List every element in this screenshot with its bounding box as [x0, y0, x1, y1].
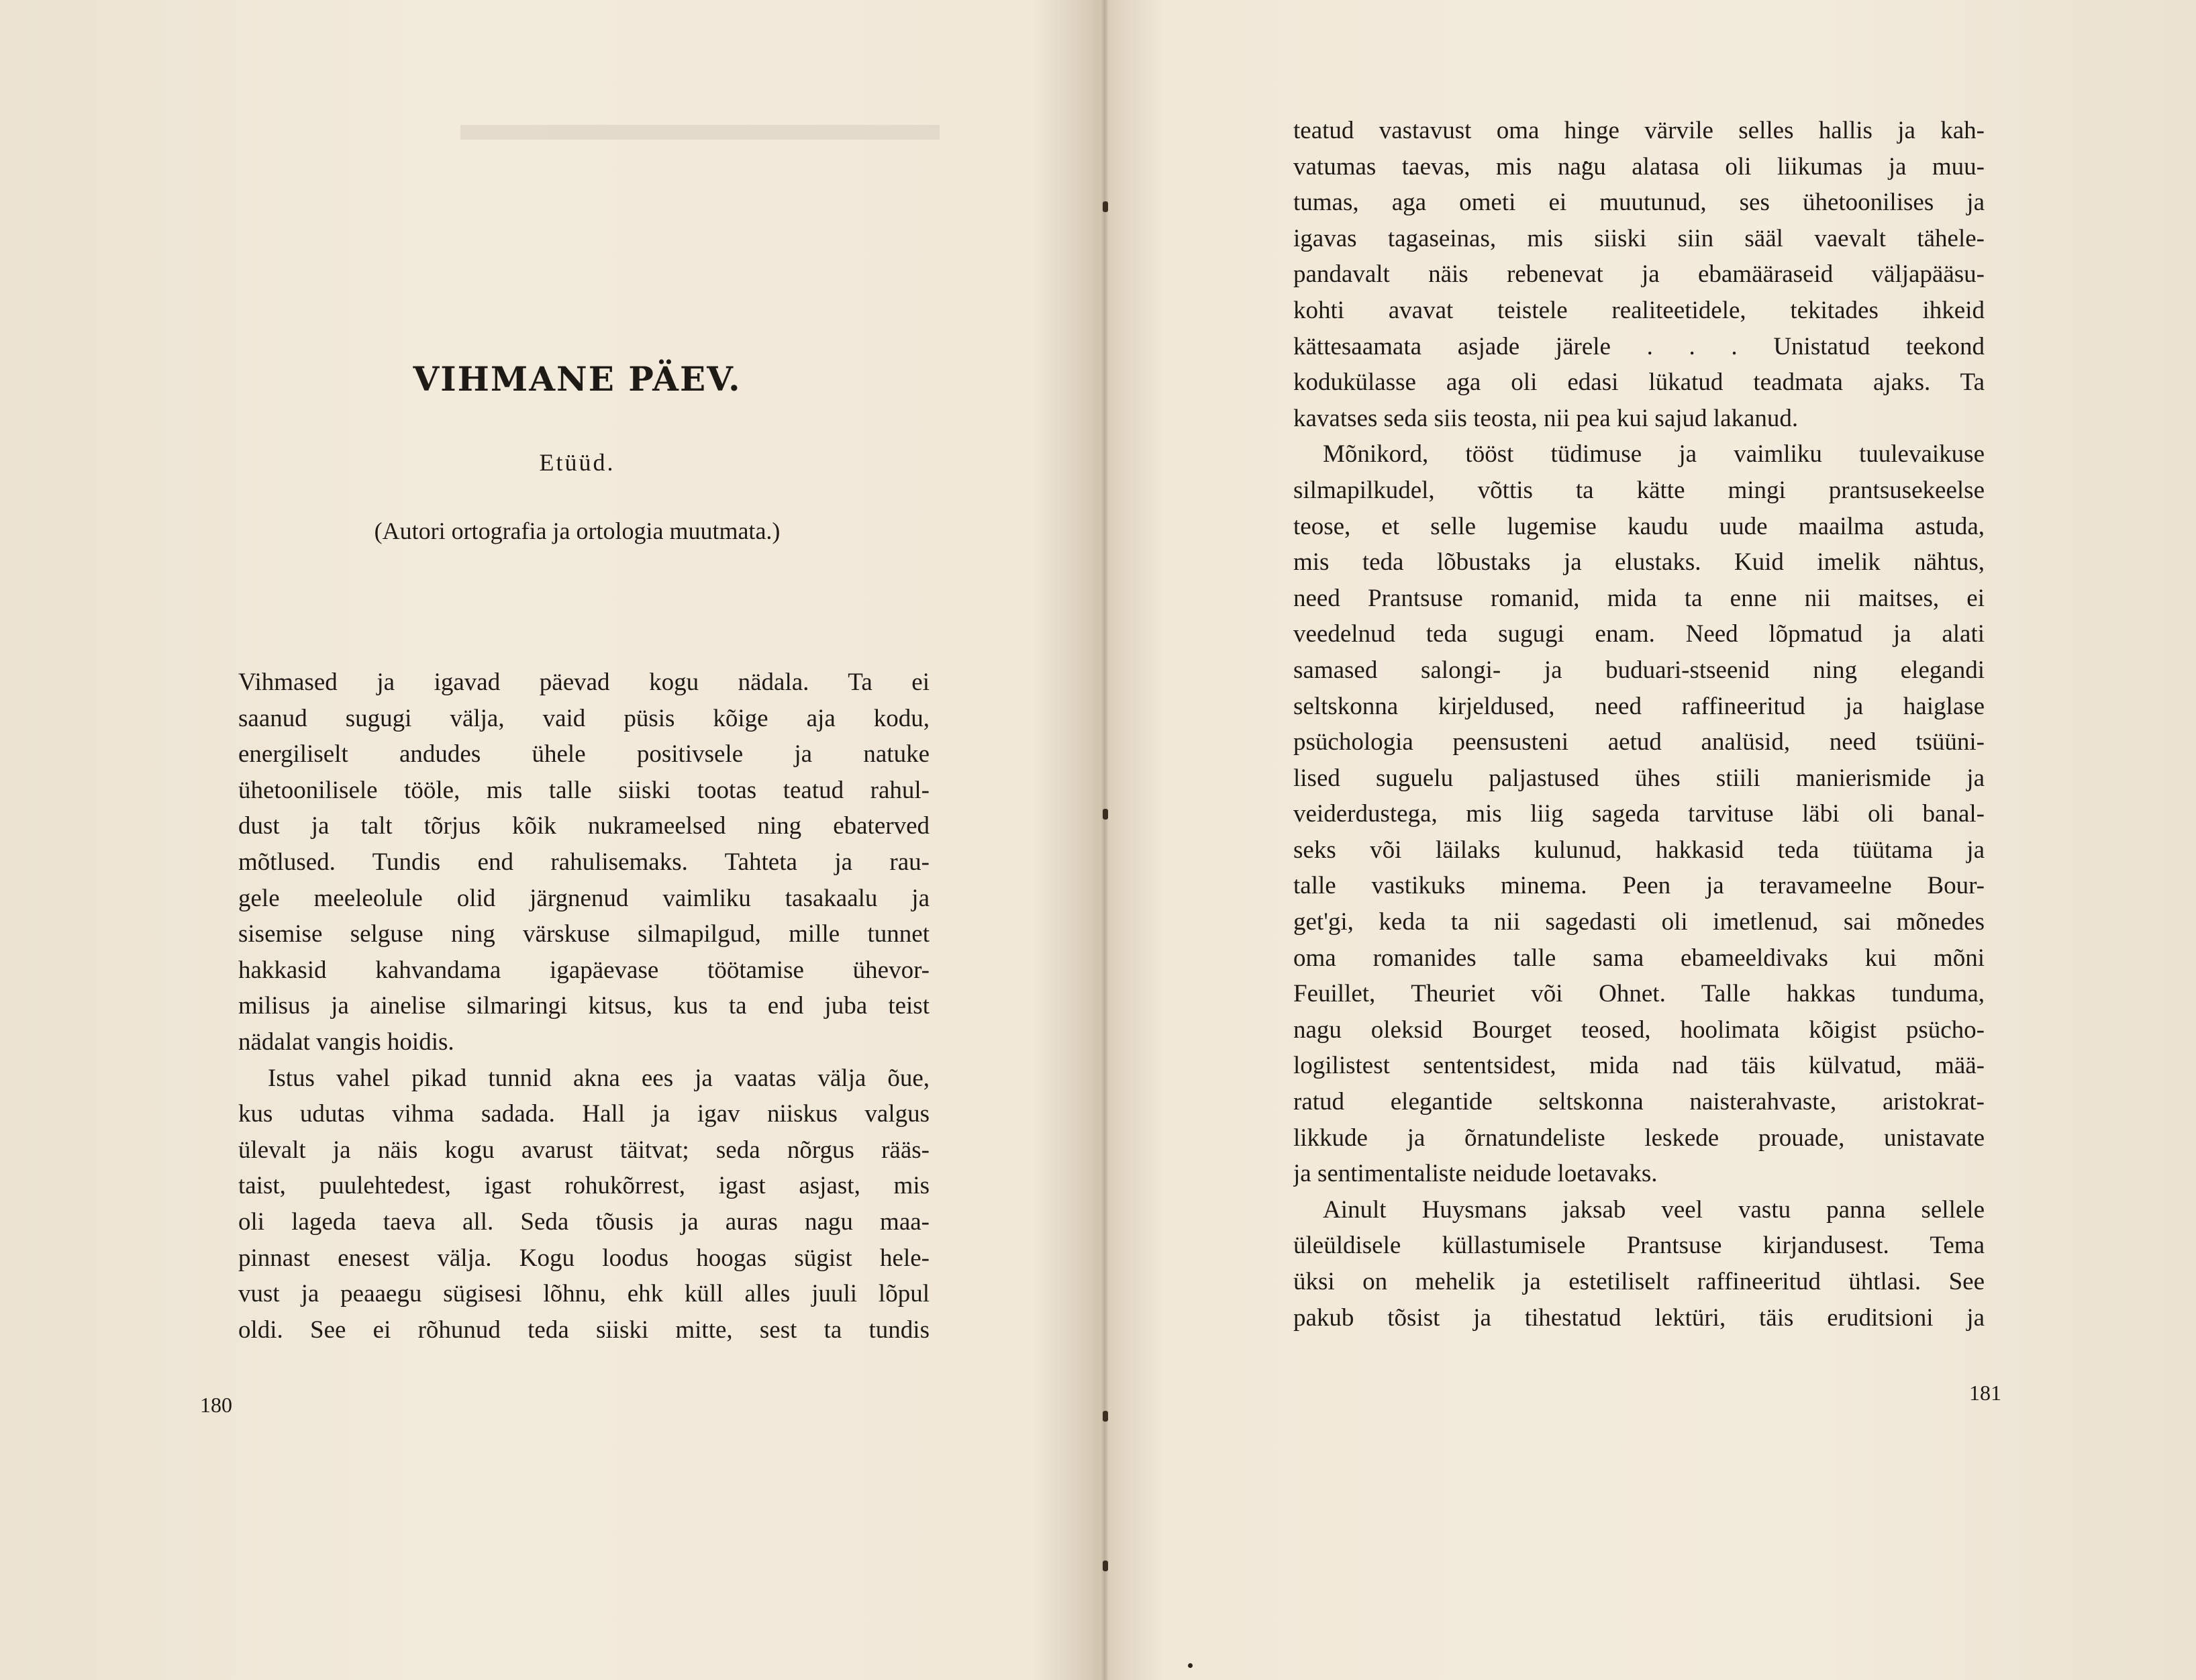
text-line: get'gi, keda ta nii sagedasti oli imetlenud, sai mõnedes [1293, 908, 1985, 936]
chapter-subtitle: Etüüd. [539, 449, 615, 476]
paragraph [1293, 113, 1985, 436]
text-line: sisemise selguse ning värskuse silmapilgud, mille tunnet [238, 920, 930, 948]
text-line: Ainult Huysmans jaksab veel vastu panna sellele [1323, 1195, 1985, 1224]
text-line: pinnast enesest välja. Kogu loodus hoogas sügist hele- [238, 1244, 930, 1272]
text-line: kavatses seda siis teosta, nii pea kui sajud lakanud. [1293, 404, 1799, 432]
text-line: teatud vastavust oma hinge värvile selles hallis ja kah- [1293, 117, 1985, 144]
text-line: veiderdustega, mis liig sageda tarvituse läbi oli banal- [1293, 800, 1985, 828]
text-line: mõtlused. Tundis end rahulisemaks. Tahteta ja rau- [238, 848, 930, 876]
text-line: igavas tagaseinas, mis siiski siin sääl vaevalt tähele- [1293, 224, 1985, 252]
paragraph [1293, 1192, 1985, 1336]
text-line: hakkasid kahvandama igapäevase töötamise ühevor- [238, 956, 930, 984]
text-line: talle vastikuks minema. Peen ja teravameelne Bour- [1293, 872, 1985, 900]
text-line: nädalat vangis hoidis. [238, 1028, 454, 1056]
text-line: ja sentimentaliste neidude loetavaks. [1293, 1160, 1658, 1188]
paragraph [238, 1060, 930, 1348]
text-line: silmapilkudel, võttis ta kätte mingi prantsusekeelse [1293, 476, 1985, 504]
text-line: ülevalt ja näis kogu avarust täitvat; seda nõrgus rääs- [238, 1136, 930, 1164]
text-line: Feuillet, Theuriet või Ohnet. Talle hakkas tunduma, [1293, 980, 1985, 1008]
text-line: psüchologia peensusteni aetud analüsid, need tsüüni- [1293, 728, 1985, 756]
text-line: oli lageda taeva all. Seda tõusis ja auras nagu maa- [238, 1207, 930, 1236]
text-line: taist, puulehtedest, igast rohukõrrest, igast asjast, mis [238, 1172, 930, 1200]
text-line: pandavalt näis rebenevat ja ebamääraseid väljapääsu- [1293, 260, 1985, 289]
text-line: ühetoonilisele tööle, mis talle siiski tootas teatud rahul- [238, 776, 930, 804]
text-line: Mõnikord, tööst tüdimuse ja vaimliku tuulevaikuse [1323, 440, 1985, 468]
text-line: üleüldisele küllastumisele Prantsuse kirjandusest. Tema [1293, 1232, 1985, 1260]
text-line: kodukülasse aga oli edasi lükatud teadmata ajaks. Ta [1293, 368, 1985, 397]
text-line: energiliselt andudes ühele positivsele ja natuke [238, 740, 930, 769]
binding-stitch [1103, 1411, 1108, 1422]
text-line: seks või läilaks kulunud, hakkasid teda tüütama ja [1293, 836, 1985, 864]
text-line: veedelnud teda sugugi enam. Need lõpmatud ja alati [1293, 620, 1985, 648]
text-line: lised suguelu paljastused ühes stiili manierismide ja [1293, 764, 1985, 792]
left-body-text [238, 664, 930, 1348]
text-line: üksi on mehelik ja estetiliselt raffineeritud ühtlasi. See [1293, 1268, 1985, 1295]
book-gutter [1101, 0, 1109, 1680]
text-line: Istus vahel pikad tunnid akna ees ja vaatas välja õue, [268, 1064, 930, 1092]
text-line: pakub tõsist ja tihestatud lektüri, täis eruditsioni ja [1293, 1303, 1985, 1332]
text-line: samased salongi- ja buduari-stseenid ning elegandi [1293, 656, 1985, 684]
right-body-text [1293, 113, 1985, 1336]
text-line: ratud elegantide seltskonna naisterahvaste, aristokrat- [1293, 1088, 1985, 1116]
text-line: oldi. See ei rõhunud teda siiski mitte, sest ta tundis [238, 1316, 930, 1344]
binding-stitch [1103, 809, 1108, 820]
editorial-note: (Autori ortografia ja ortologia muutmata.) [374, 517, 781, 544]
text-line: likkude ja õrnatundeliste leskede prouade, unistavate [1293, 1124, 1985, 1152]
text-line: Vihmased ja igavad päevad kogu nädala. Ta ei [238, 669, 930, 696]
text-line: tumas, aga ometi ei muutunud, ses ühetoonilises ja [1293, 189, 1985, 217]
text-line: logilistest sententsidest, mida nad täis külvatud, mää- [1293, 1052, 1985, 1080]
text-line: gele meeleolule olid järgnenud vaimliku tasakaalu ja [238, 884, 930, 912]
text-line: vust ja peaaegu sügisesi lõhnu, ehk küll alles juuli lõpul [238, 1280, 930, 1308]
page-right [1109, 0, 2196, 1680]
paragraph [238, 664, 930, 1060]
binding-stitch [1103, 201, 1108, 212]
show-through-texture: ▀▀▀▀▀▀▀▀▀▀▀▀▀▀▀▀▀▀▀▀▀▀▀▀▀▀▀▀ [460, 126, 940, 152]
page-number: 180 [200, 1393, 232, 1417]
text-line: teose, et selle lugemise kaudu uude maailma astuda, [1293, 512, 1985, 540]
text-line: nagu oleksid Bourget teosed, hoolimata kõigist psücho- [1293, 1016, 1985, 1044]
page-number: 181 [1969, 1381, 2001, 1405]
text-line: dust ja talt tõrjus kõik nukrameelsed ning ebaterved [238, 812, 930, 840]
text-line: need Prantsuse romanid, mida ta enne nii maitses, ei [1293, 584, 1985, 612]
text-line: saanud sugugi välja, vaid püsis kõige aja kodu, [238, 704, 930, 732]
text-line: vatumas taevas, mis nagu alatasa oli liikumas ja muu- [1293, 152, 1985, 181]
text-line: milisus ja ainelise silmaringi kitsus, kus ta end juba teist [238, 992, 930, 1020]
binding-stitch [1103, 1561, 1108, 1571]
chapter-title: VIHMANE PÄEV. [413, 359, 742, 399]
text-line: kättesaamata asjade järele . . . Unistatud teekond [1293, 332, 1985, 360]
text-line: kus udutas vihma sadada. Hall ja igav niiskus valgus [238, 1100, 930, 1128]
paragraph [1293, 436, 1985, 1191]
text-line: seltskonna kirjeldused, need raffineeritud ja haiglase [1293, 692, 1985, 720]
text-line: oma romanides talle sama ebameeldivaks kui mõni [1293, 944, 1985, 972]
text-line: kohti avavat teistele realiteetidele, tekitades ihkeid [1293, 296, 1985, 324]
text-line: mis teda lõbustaks ja elustaks. Kuid imelik nähtus, [1293, 548, 1985, 577]
